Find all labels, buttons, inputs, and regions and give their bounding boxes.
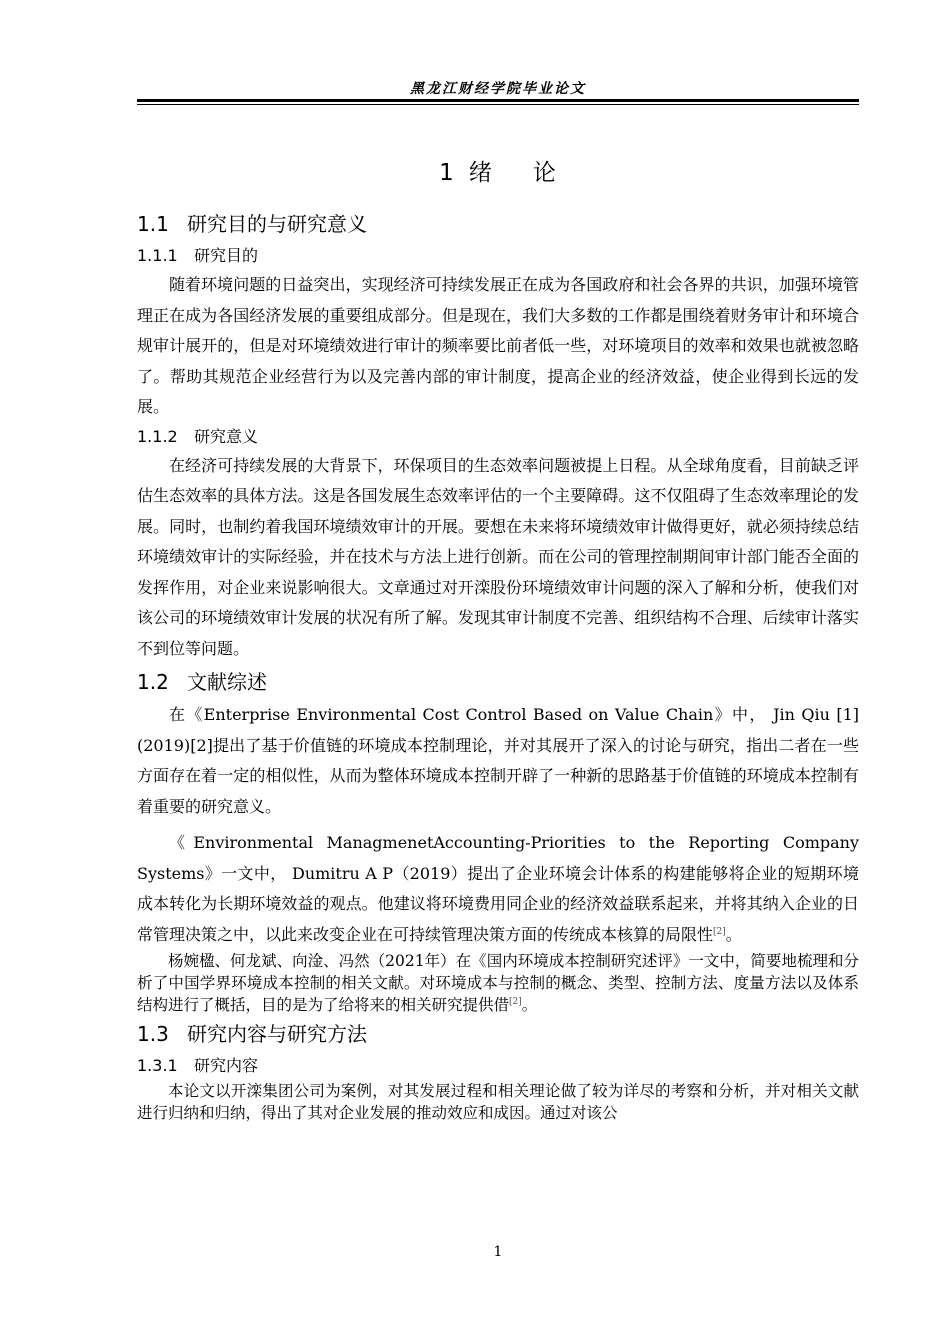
subsection-heading-1-3-1 (137, 1052, 859, 1080)
section-heading-1-2 (137, 664, 859, 700)
section-number: 1.2 (137, 670, 169, 694)
chapter-number: 1 (439, 160, 455, 186)
header-rule-thin (137, 104, 859, 105)
subsection-title: 研究意义 (194, 426, 259, 446)
section-title: 文献综述 (187, 670, 267, 694)
chapter-title-char-1: 绪 (468, 160, 493, 186)
section-number: 1.3 (137, 1022, 169, 1046)
chapter-title (137, 154, 859, 187)
paragraph-text: 《Environmental ManagmenetAccounting-Priorities to the Reporting Company Systems》一文中， Dumitru A P（2019）提出了企业环境会计体系的构建能够将企业的短期环境成本转化为长期环境效益的观点。他建议将环境费用同企业的经济效益联系起来，并将其纳入企业的日常管理决策之中，以此来改变企业在可持续管理决策方面的传统成本核算的局限性 (137, 833, 859, 944)
paragraph-literature-3 (137, 950, 859, 1016)
subsection-heading-1-1-1 (137, 242, 859, 270)
paragraph-research-significance: 在经济可持续发展的大背景下，环保项目的生态效率问题被提上日程。从全球角度看，目前缺乏评估生态效率的具体方法。这是各国发展生态效率评估的一个主要障碍。这不仅阻碍了生态效率理论的发展。同时，也制约着我国环境绩效审计的开展。要想在未来将环境绩效审计做得更好，就必须持续总结环境绩效审计的实际经验，并在技术与方法上进行创新。而在公司的管理控制期间审计部门能否全面的发挥作用，对企业来说影响很大。文章通过对开滦股份环境绩效审计问题的深入了解和分析，使我们对该公司的环境绩效审计发展的状况有所了解。发现其审计制度不完善、组织结构不合理、后续审计落实不到位等问题。 (137, 455, 859, 658)
document-page (137, 0, 859, 1344)
section-title: 研究内容与研究方法 (187, 1022, 367, 1046)
subsection-title: 研究内容 (194, 1056, 259, 1075)
paragraph-literature-2 (137, 828, 859, 950)
header-rule-thick (137, 99, 859, 102)
citation-ref: [2] (713, 926, 726, 937)
citation-ref: [2] (509, 997, 522, 1007)
paragraph-literature-1: 在《Enterprise Environmental Cost Control Based on Value Chain》中， Jin Qiu [1](2019)[2]提出了基于价值链的环境成本控制理论，并对其展开了深入的讨论与研究，指出二者在一些方面存在着一定的相似性，从而为整体环境成本控制开辟了一种新的思路基于价值链的环境成本控制有着重要的研究意义。 (137, 705, 859, 816)
section-title: 研究目的与研究意义 (187, 212, 367, 236)
page-number: 1 (493, 1244, 503, 1260)
paragraph-end: 。 (521, 996, 538, 1014)
subsection-number: 1.1.2 (137, 426, 178, 446)
section-heading-1-1 (137, 206, 859, 242)
section-number: 1.1 (137, 212, 169, 236)
subsection-number: 1.1.1 (137, 246, 178, 265)
chapter-title-char-2: 论 (532, 160, 557, 186)
running-header: 黑龙江财经学院毕业论文 (410, 81, 586, 97)
paragraph-research-purpose: 随着环境问题的日益突出，实现经济可持续发展正在成为各国政府和社会各界的共识，加强环境管理正在成为各国经济发展的重要组成部分。但是现在，我们大多数的工作都是围绕着财务审计和环境合规审计展开的，但是对环境绩效进行审计的频率要比前者低一些，对环境项目的效率和效果也就被忽略了。帮助其规范企业经营行为以及完善内部的审计制度，提高企业的经济效益，使企业得到长远的发展。 (137, 275, 859, 416)
section-heading-1-3 (137, 1016, 859, 1052)
subsection-title: 研究目的 (194, 246, 259, 265)
paragraph-research-content: 本论文以开滦集团公司为案例，对其发展过程和相关理论做了较为详尽的考察和分析，并对相关文献进行归纳和归纳，得出了其对企业发展的推动效应和成因。通过对该公 (137, 1082, 859, 1122)
subsection-number: 1.3.1 (137, 1056, 178, 1075)
paragraph-text: 杨婉楹、何龙斌、向淦、冯然（2021年）在《国内环境成本控制研究述评》一文中，简要地梳理和分析了中国学界环境成本控制的相关文献。对环境成本与控制的概念、类型、控制方法、度量方法以及体系结构进行了概括，目的是为了给将来的相关研究提供借 (137, 952, 859, 1014)
content-body (137, 206, 859, 1124)
subsection-heading-1-1-2 (137, 423, 859, 451)
paragraph-end: 。 (725, 924, 742, 944)
